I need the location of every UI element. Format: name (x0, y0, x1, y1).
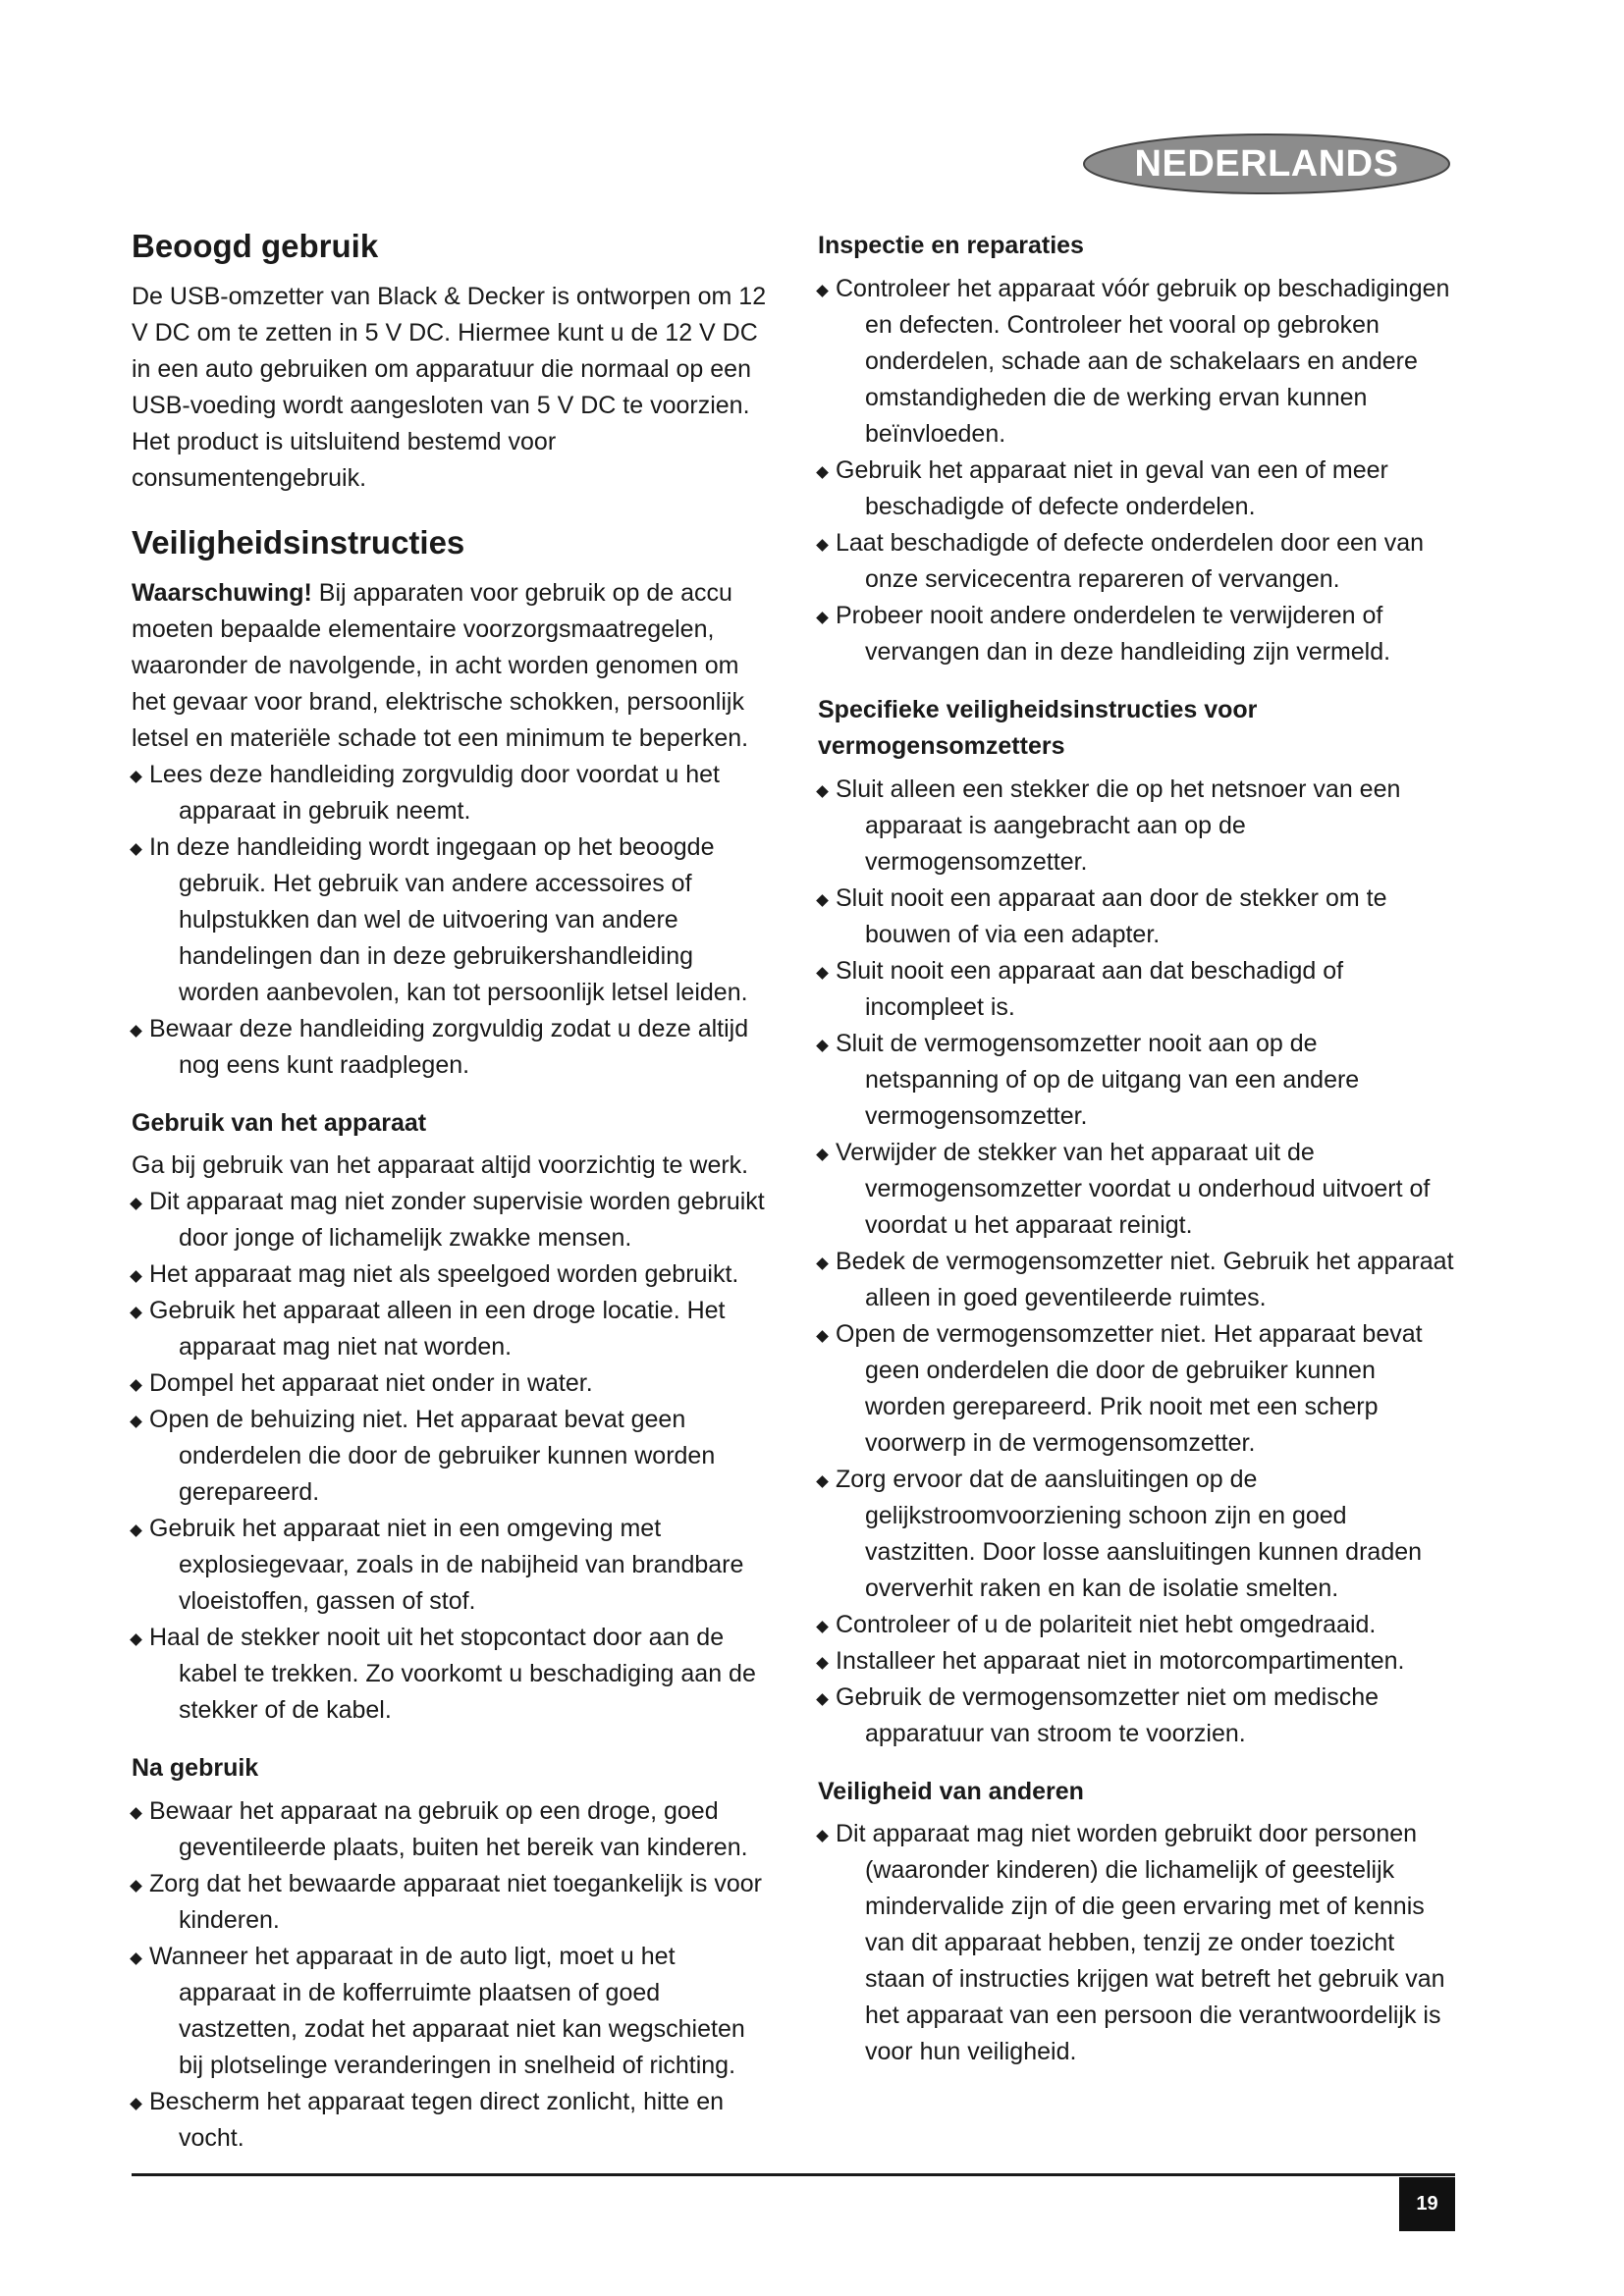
warning-text: Bij apparaten voor gebruik op de accu moeten bepaalde elementaire voorzorgsmaatregelen, waaronder de navolgende, in acht worden genomen om het gevaar voor brand, elektrische schokken, persoonlijk letsel en materiële schade tot een minimum te beperken. (132, 578, 749, 752)
list-item: Het apparaat mag niet als speelgoed worden gebruikt. (132, 1256, 770, 1293)
list-item: Gebruik het apparaat alleen in een droge locatie. Het apparaat mag niet nat worden. (132, 1293, 770, 1365)
list-item: Bescherm het apparaat tegen direct zonlicht, hitte en vocht. (132, 2084, 770, 2157)
right-column (818, 228, 1456, 2070)
list-item: Dit apparaat mag niet zonder supervisie worden gebruikt door jonge of lichamelijk zwakke mensen. (132, 1184, 770, 1256)
safety-heading: Veiligheidsinstructies (132, 523, 465, 561)
language-badge (1080, 131, 1453, 197)
others-safety-heading: Veiligheid van anderen (818, 1777, 1084, 1805)
list-item: Controleer of u de polariteit niet hebt omgedraaid. (818, 1607, 1456, 1643)
list-item: Gebruik het apparaat niet in een omgeving met explosiegevaar, zoals in de nabijheid van brandbare vloeistoffen, gassen of stof. (132, 1511, 770, 1620)
inspection-heading: Inspectie en reparaties (818, 232, 1084, 259)
list-item: Sluit alleen een stekker die op het netsnoer van een apparaat is aangebracht aan op de vermogensomzetter. (818, 772, 1456, 881)
list-item: Probeer nooit andere onderdelen te verwijderen of vervangen dan in deze handleiding zijn vermeld. (818, 598, 1456, 670)
list-item: Zorg dat het bewaarde apparaat niet toegankelijk is voor kinderen. (132, 1866, 770, 1939)
list-item: Gebruik het apparaat niet in geval van een of meer beschadigde of defecte onderdelen. (818, 453, 1456, 525)
list-item: Verwijder de stekker van het apparaat uit de vermogensomzetter voordat u onderhoud uitvoert of voordat u het apparaat reinigt. (818, 1135, 1456, 1244)
warning-label: Waarschuwing! (132, 578, 312, 607)
list-item: Laat beschadigde of defecte onderdelen door een van onze servicecentra repareren of vervangen. (818, 525, 1456, 598)
list-item: Open de behuizing niet. Het apparaat bevat geen onderdelen die door de gebruiker kunnen worden gerepareerd. (132, 1402, 770, 1511)
list-item: Zorg ervoor dat de aansluitingen op de gelijkstroomvoorziening schoon zijn en goed vastzitten. Door losse aansluitingen kunnen draden oververhit raken en kan de isolatie smelten. (818, 1462, 1456, 1607)
intended-use-heading: Beoogd gebruik (132, 228, 379, 264)
intended-use-text: De USB-omzetter van Black & Decker is ontworpen om 12 V DC om te zetten in 5 V DC. Hiermee kunt u de 12 V DC in een auto gebruiken om apparatuur die normaal op een USB-voeding wordt aangesloten van 5 V DC te voorzien. Het product is uitsluitend bestemd voor consumentengebruik. (132, 282, 767, 492)
safety-warning (132, 575, 770, 757)
list-item: Lees deze handleiding zorgvuldig door voordat u het apparaat in gebruik neemt. (132, 757, 770, 829)
use-heading: Gebruik van het apparaat (132, 1108, 427, 1137)
language-label: NEDERLANDS (1134, 143, 1399, 185)
list-item: Sluit nooit een apparaat aan door de stekker om te bouwen of via een adapter. (818, 881, 1456, 953)
safety-list (132, 757, 770, 1084)
others-safety-list (818, 1816, 1456, 2070)
converter-safety-heading: Specifieke veiligheidsinstructies voor vermogensomzetters (818, 695, 1258, 760)
page-number: 19 (1399, 2177, 1455, 2231)
list-item: Gebruik de vermogensomzetter niet om medische apparatuur van stroom te voorzien. (818, 1680, 1456, 1752)
after-use-heading: Na gebruik (132, 1754, 259, 1783)
list-item: Bewaar het apparaat na gebruik op een droge, goed geventileerde plaats, buiten het bereik van kinderen. (132, 1793, 770, 1866)
list-item: Controleer het apparaat vóór gebruik op beschadigingen en defecten. Controleer het vooral op gebroken onderdelen, schade aan de schakelaars en andere omstandigheden die de werking ervan kunnen beïnvloeden. (818, 271, 1456, 453)
list-item: Dompel het apparaat niet onder in water. (132, 1365, 770, 1402)
list-item: Open de vermogensomzetter niet. Het apparaat bevat geen onderdelen die door de gebruiker kunnen worden gerepareerd. Prik nooit met een scherp voorwerp in de vermogensomzetter. (818, 1316, 1456, 1462)
inspection-list (818, 271, 1456, 670)
list-item: Haal de stekker nooit uit het stopcontact door aan de kabel te trekken. Zo voorkomt u beschadiging aan de stekker of de kabel. (132, 1620, 770, 1729)
list-item: Bedek de vermogensomzetter niet. Gebruik het apparaat alleen in goed geventileerde ruimtes. (818, 1244, 1456, 1316)
use-list (132, 1184, 770, 1729)
list-item: Sluit de vermogensomzetter nooit aan op de netspanning of op de uitgang van een andere vermogensomzetter. (818, 1026, 1456, 1135)
converter-safety-list (818, 772, 1456, 1752)
list-item: Bewaar deze handleiding zorgvuldig zodat u deze altijd nog eens kunt raadplegen. (132, 1011, 770, 1084)
after-use-list (132, 1793, 770, 2157)
footer-rule (132, 2173, 1455, 2176)
list-item: In deze handleiding wordt ingegaan op het beoogde gebruik. Het gebruik van andere accessoires of hulpstukken dan wel de uitvoering van andere handelingen dan in deze gebruikershandleiding worden aanbevolen, kan tot persoonlijk letsel leiden. (132, 829, 770, 1011)
left-column (132, 228, 770, 2157)
list-item: Dit apparaat mag niet worden gebruikt door personen (waaronder kinderen) die lichamelijk of geestelijk mindervalide zijn of die geen ervaring met of kennis van dit apparaat hebben, tenzij ze onder toezicht staan of instructies krijgen wat betreft het gebruik van het apparaat van een persoon die verantwoordelijk is voor hun veiligheid. (818, 1816, 1456, 2070)
list-item: Wanneer het apparaat in de auto ligt, moet u het apparaat in de kofferruimte plaatsen of goed vastzetten, zodat het apparaat niet kan wegschieten bij plotselinge veranderingen in snelheid of richting. (132, 1939, 770, 2084)
list-item: Sluit nooit een apparaat aan dat beschadigd of incompleet is. (818, 953, 1456, 1026)
use-intro: Ga bij gebruik van het apparaat altijd voorzichtig te werk. (132, 1151, 749, 1180)
list-item: Installeer het apparaat niet in motorcompartimenten. (818, 1643, 1456, 1680)
